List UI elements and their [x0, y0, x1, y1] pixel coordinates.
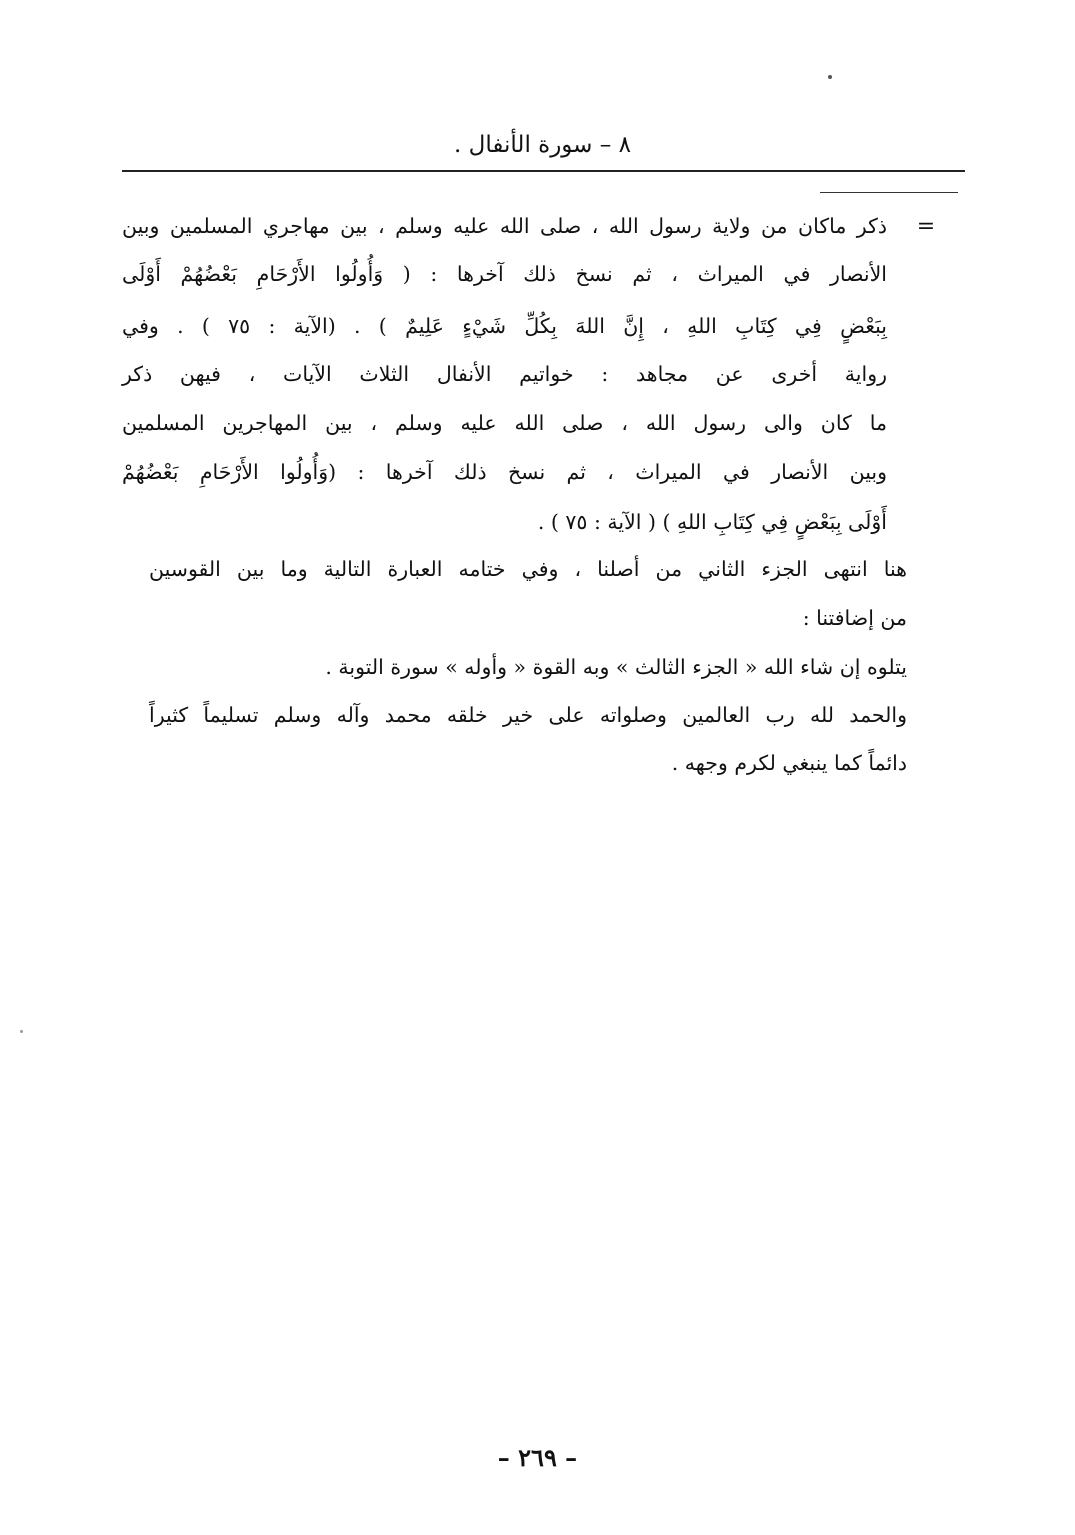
- footnote-rule: [820, 192, 958, 193]
- footnote-line-6: وبين الأنصار في الميراث ، ثم نسخ ذلك آخرها : (وَأُولُوا الأَرْحَامِ بَعْضُهُمْ: [122, 460, 887, 484]
- header-rule: [122, 170, 965, 172]
- body-paragraph-2-line-1: يتلوه إن شاء الله « الجزء الثالث » وبه القوة « وأوله » سورة التوبة .: [325, 655, 907, 679]
- body-paragraph-1-line-2: من إضافتنا :: [802, 606, 907, 630]
- running-header: ٨ – سورة الأنفال .: [454, 132, 631, 158]
- body-paragraph-1-line-1: هنا انتهى الجزء الثاني من أصلنا ، وفي ختامه العبارة التالية وما بين القوسين: [149, 557, 907, 581]
- body-paragraph-2-line-2: والحمد لله رب العالمين وصلواته على خير خلقه محمد وآله وسلم تسليماً كثيراً: [149, 703, 907, 727]
- footnote-line-2: الأنصار في الميراث ، ثم نسخ ذلك آخرها : ( وَأُولُوا الأَرْحَامِ بَعْضُهُمْ أَوْلَى: [122, 262, 887, 286]
- footnote-line-5: ما كان والى رسول الله ، صلى الله عليه وسلم ، بين المهاجرين المسلمين: [122, 411, 887, 435]
- scan-speck: [828, 75, 832, 79]
- footnote-line-3: بِبَعْضٍ فِي كِتَابِ اللهِ ، إِنَّ اللهَ بِكُلِّ شَيْءٍ عَلِيمٌ ) . (الآية : ٧٥ ) . وفي: [122, 314, 887, 338]
- footnote-line-7: أَوْلَى بِبَعْضٍ فِي كِتَابِ اللهِ ) ( الآية : ٧٥ ) .: [537, 510, 887, 534]
- body-paragraph-2-line-3: دائماً كما ينبغي لكرم وجهه .: [671, 751, 907, 775]
- page-number: – ٢٦٩ –: [497, 1443, 578, 1472]
- footnote-continuation-mark: =: [916, 214, 936, 239]
- scan-speck: [20, 1030, 23, 1033]
- footnote-line-1: ذكر ماكان من ولاية رسول الله ، صلى الله عليه وسلم ، بين مهاجري المسلمين وبين: [122, 214, 887, 238]
- footnote-line-4: رواية أخرى عن مجاهد : خواتيم الأنفال الثلاث الآيات ، فيهن ذكر: [122, 362, 887, 386]
